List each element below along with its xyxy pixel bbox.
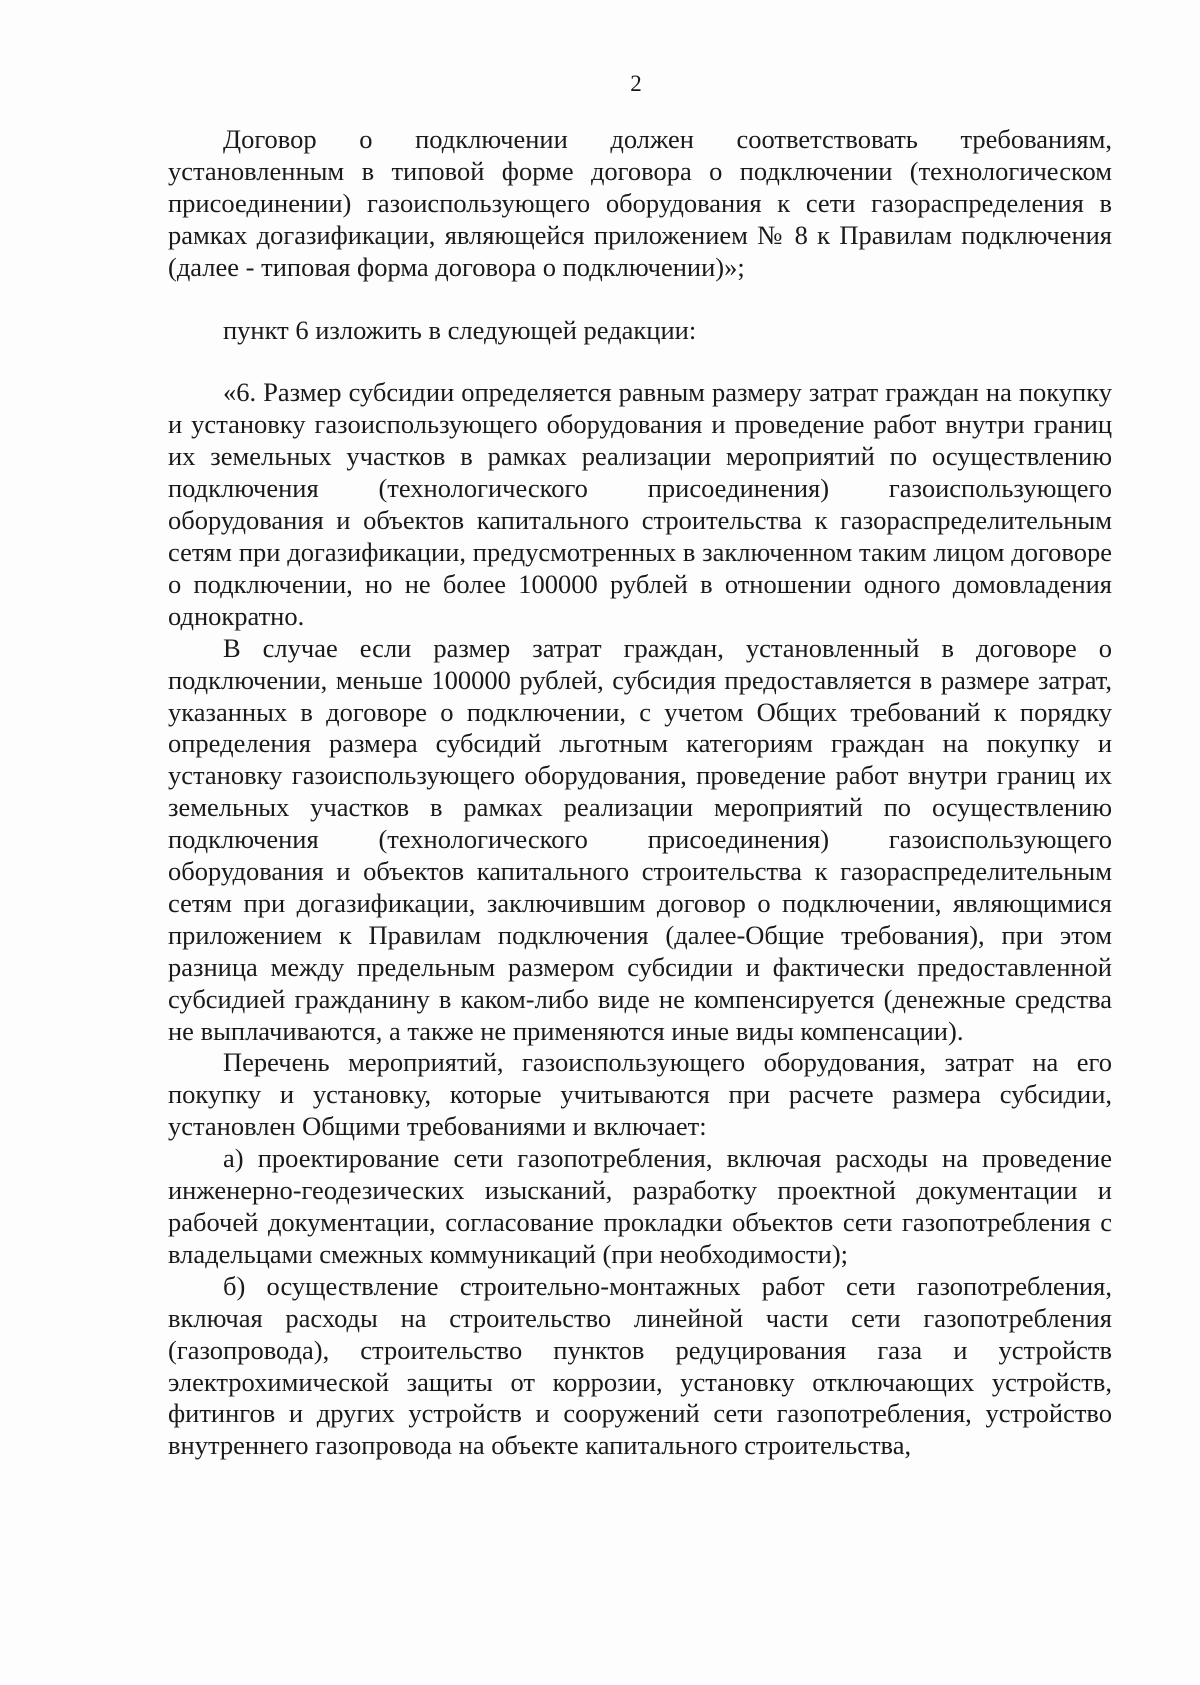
paragraph-amend-point-6: пункт 6 изложить в следующей редакции: (223, 314, 697, 345)
paragraph-list-intro: Перечень мероприятий, газоиспользующего оборудования, затрат на его покупку и установку, которые учитываются при расчете размера субсидии, установлен Общими требованиями и включает: (168, 1047, 1112, 1142)
document-body (168, 124, 1112, 1462)
list-item-b: б) осуществление строительно-монтажных работ сети газопотребления, включая расходы на строительство линейной части сети газопотребления (газопровода), строительство пунктов редуцирования газа и устройств электрохимической защиты от коррозии, установку отключающих устройств, фитингов и других устройств и сооружений сети газопотребления, устройство внутреннего газопровода на объекте капитального строительства, (168, 1270, 1112, 1461)
list-item-a: а) проектирование сети газопотребления, включая расходы на проведение инженерно-геодезических изысканий, разработку проектной документации и рабочей документации, согласование прокладки объектов сети газопотребления с владельцами смежных коммуникаций (при необходимости); (168, 1143, 1112, 1269)
paragraph-contract-requirements: Договор о подключении должен соответствовать требованиям, установленным в типовой форме договора о подключении (технологическом присоединении) газоиспользующего оборудования к сети газораспределения в рамках догазификации, являющейся приложением № 8 к Правилам подключения (далее - типовая форма договора о подключении)»; (168, 124, 1112, 282)
page-number: 2 (630, 71, 642, 96)
paragraph-subsidy-size: «6. Размер субсидии определяется равным размеру затрат граждан на покупку и установку газоиспользующего оборудования и проведение работ внутри границ их земельных участков в рамках реализации мероприятий по осуществлению подключения (технологического присоединения) газоиспользующего оборудования и объектов капитального строительства к газораспределительным сетям при догазификации, предусмотренных в заключенном таким лицом договоре о подключении, но не более 100000 рублей в отношении одного домовладения однократно. (168, 377, 1112, 631)
paragraph-subsidy-less-than-limit: В случае если размер затрат граждан, установленный в договоре о подключении, меньше 100000 рублей, субсидия предоставляется в размере затрат, указанных в договоре о подключении, с учетом Общих требований к порядку определения размера субсидий льготным категориям граждан на покупку и установку газоиспользующего оборудования, проведение работ внутри границ их земельных участков в рамках реализации мероприятий по осуществлению подключения (технологического присоединения) газоиспользующего оборудования и объектов капитального строительства к газораспределительным сетям при догазификации, заключившим договор о подключении, являющимися приложением к Правилам подключения (далее-Общие требования), при этом разница между предельным размером субсидии и фактически предоставленной субсидией гражданину в каком-либо виде не компенсируется (денежные средства не выплачиваются, а также не применяются иные виды компенсации). (168, 632, 1112, 1046)
